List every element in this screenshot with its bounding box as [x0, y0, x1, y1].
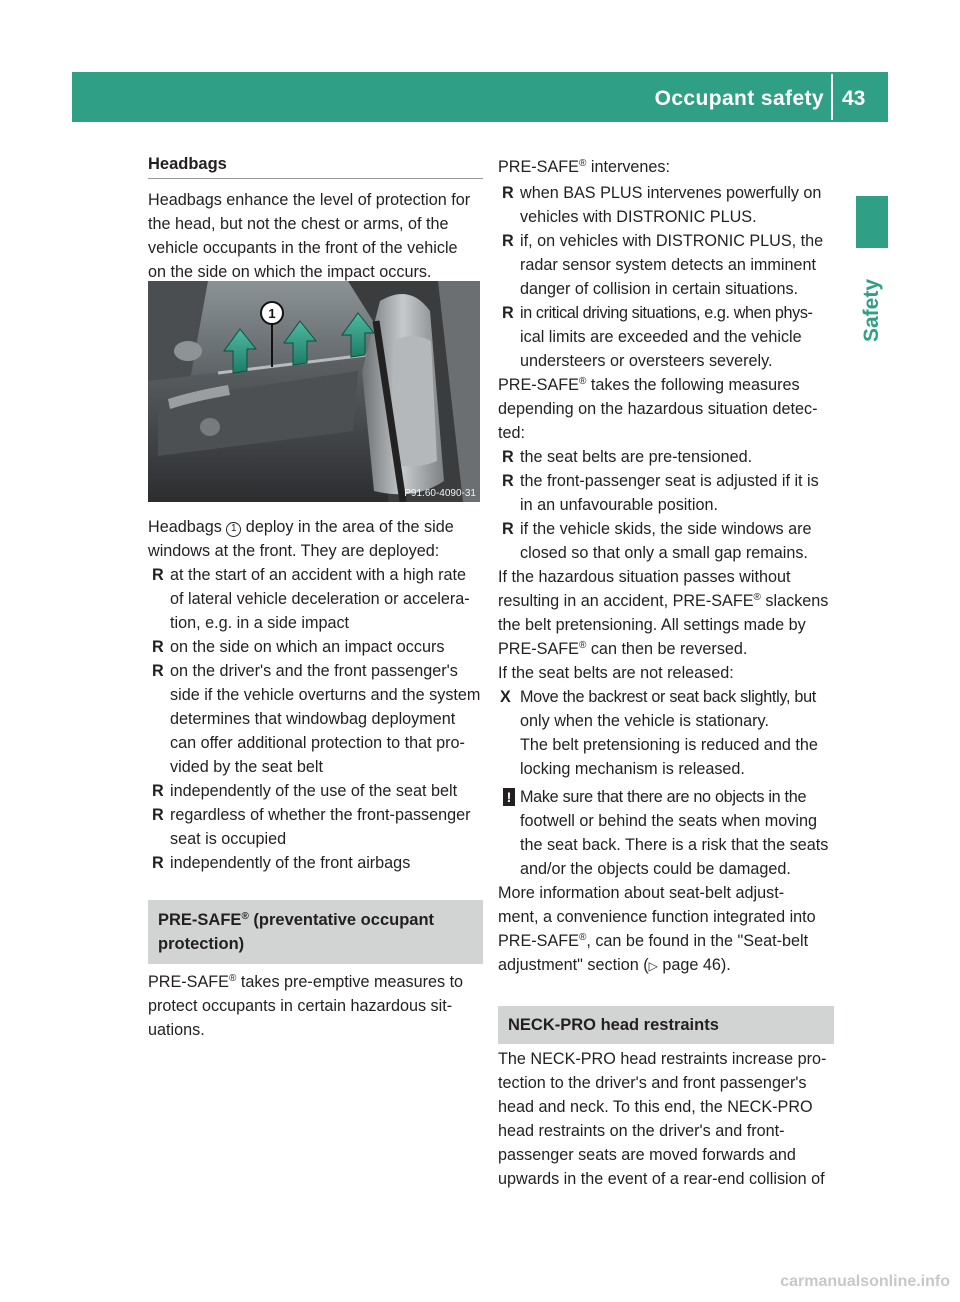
- paragraph-line: protect occupants in certain hazardous sit-: [148, 997, 453, 1015]
- step-arrow-icon: X: [500, 688, 511, 706]
- instruction-cont: only when the vehicle is stationary.: [520, 712, 769, 730]
- list-item: R when BAS PLUS intervenes powerfully on: [498, 181, 834, 205]
- list-item: R the front-passenger seat is adjusted if it is: [498, 469, 834, 493]
- paragraph-line: passenger seats are moved forwards and: [498, 1146, 796, 1164]
- heading-rule: [148, 178, 483, 179]
- bullet-icon: R: [502, 304, 514, 322]
- list-item-cont: side if the vehicle overturns and the system: [170, 686, 481, 704]
- list-item: R if the vehicle skids, the side windows are: [498, 517, 834, 541]
- list-item: R independently of the front airbags: [148, 851, 483, 875]
- page-number: 43: [842, 87, 866, 110]
- paragraph-line: resulting in an accident, PRE-SAFE® slackens: [498, 592, 829, 610]
- list-item: R in critical driving situations, e.g. when phys-: [498, 301, 834, 325]
- paragraph-line: upwards in the event of a rear-end collision of: [498, 1170, 825, 1188]
- paragraph-line: adjustment" section (▷ page 46).: [498, 956, 731, 974]
- instruction-result: locking mechanism is released.: [520, 760, 745, 778]
- neck-pro-heading: NECK-PRO head restraints: [498, 1006, 834, 1044]
- bullet-icon: R: [502, 472, 514, 490]
- list-item: R on the driver's and the front passenger's: [148, 659, 483, 683]
- instruction-step: X Move the backrest or seat back slightly, but: [498, 685, 834, 709]
- warning-cont: the seat back. There is a risk that the seats: [520, 836, 829, 854]
- list-item: R independently of the use of the seat belt: [148, 779, 483, 803]
- bullet-icon: R: [152, 806, 164, 824]
- list-item-cont: in an unfavourable position.: [520, 496, 718, 514]
- list-item-cont: vided by the seat belt: [170, 758, 323, 776]
- paragraph-line: head restraints on the driver's and front-: [498, 1122, 785, 1140]
- paragraph-line: the head, but not the chest or arms, of the: [148, 215, 449, 233]
- list-item-cont: danger of collision in certain situations.: [520, 280, 799, 298]
- list-item-cont: radar sensor system detects an imminent: [520, 256, 816, 274]
- instruction-result: The belt pretensioning is reduced and the: [520, 736, 818, 754]
- warning-icon: !: [503, 788, 515, 806]
- paragraph-line: depending on the hazardous situation detec-: [498, 400, 818, 418]
- paragraph-line: tection to the driver's and front passenger's: [498, 1074, 807, 1092]
- bullet-icon: R: [152, 638, 164, 656]
- list-item-cont: ical limits are exceeded and the vehicle: [520, 328, 802, 346]
- list-item: R at the start of an accident with a high rate: [148, 563, 483, 587]
- warning-cont: and/or the objects could be damaged.: [520, 860, 791, 878]
- paragraph-line: PRE-SAFE® intervenes:: [498, 158, 671, 176]
- presafe-heading: PRE-SAFE® (preventative occupant protection): [148, 900, 483, 964]
- figure-code: P91.60-4090-31: [404, 488, 476, 499]
- bullet-icon: R: [502, 184, 514, 202]
- bullet-icon: R: [152, 854, 164, 872]
- paragraph-line: uations.: [148, 1021, 205, 1039]
- list-item: R regardless of whether the front-passenger: [148, 803, 483, 827]
- paragraph-line: If the seat belts are not released:: [498, 664, 734, 682]
- list-item-cont: tion, e.g. in a side impact: [170, 614, 350, 632]
- warning-note: ! Make sure that there are no objects in the: [498, 785, 834, 809]
- bullet-icon: R: [152, 662, 164, 680]
- paragraph-line: PRE-SAFE® can then be reversed.: [498, 640, 748, 658]
- bullet-icon: R: [152, 566, 164, 584]
- paragraph-line: The NECK-PRO head restraints increase pro-: [498, 1050, 827, 1068]
- list-item: R the seat belts are pre-tensioned.: [498, 445, 834, 469]
- paragraph-line: the belt pretensioning. All settings made by: [498, 616, 806, 634]
- bullet-icon: R: [502, 448, 514, 466]
- figure-callout-1: 1: [268, 306, 276, 321]
- paragraph-line: windows at the front. They are deployed:: [148, 542, 440, 560]
- paragraph-line: PRE-SAFE® takes the following measures: [498, 376, 800, 394]
- header-divider: [831, 74, 833, 120]
- paragraph-line: on the side on which the impact occurs.: [148, 263, 432, 281]
- paragraph-line: If the hazardous situation passes without: [498, 568, 791, 586]
- list-item-cont: closed so that only a small gap remains.: [520, 544, 808, 562]
- paragraph-line: ment, a convenience function integrated into: [498, 908, 816, 926]
- paragraph-line: Headbags 1 deploy in the area of the side: [148, 518, 454, 536]
- section-title: Occupant safety: [654, 87, 824, 110]
- paragraph-line: Headbags enhance the level of protection for: [148, 191, 471, 209]
- list-item-cont: determines that windowbag deployment: [170, 710, 456, 728]
- paragraph-line: More information about seat-belt adjust-: [498, 884, 785, 902]
- bullet-icon: R: [502, 232, 514, 250]
- paragraph-line: PRE-SAFE®, can be found in the "Seat-belt: [498, 932, 809, 950]
- list-item: R if, on vehicles with DISTRONIC PLUS, the: [498, 229, 834, 253]
- list-item-cont: understeers or oversteers severely.: [520, 352, 773, 370]
- list-item-cont: can offer additional protection to that pro-: [170, 734, 465, 752]
- list-item-cont: vehicles with DISTRONIC PLUS.: [520, 208, 757, 226]
- warning-cont: footwell or behind the seats when moving: [520, 812, 817, 830]
- bullet-icon: R: [152, 782, 164, 800]
- headbags-heading: Headbags: [148, 155, 227, 173]
- list-item-cont: seat is occupied: [170, 830, 287, 848]
- callout-1-icon: 1: [226, 522, 241, 537]
- list-item: R on the side on which an impact occurs: [148, 635, 483, 659]
- chapter-tab: [856, 196, 888, 248]
- list-item-cont: of lateral vehicle deceleration or accelera-: [170, 590, 470, 608]
- paragraph-line: PRE-SAFE® takes pre-emptive measures to: [148, 973, 464, 991]
- chapter-label: Safety: [860, 278, 883, 342]
- watermark: carmanualsonline.info: [780, 1273, 950, 1290]
- page-reference-icon[interactable]: ▷: [648, 959, 658, 973]
- paragraph-line: head and neck. To this end, the NECK-PRO: [498, 1098, 813, 1116]
- paragraph-line: vehicle occupants in the front of the vehicle: [148, 239, 458, 257]
- headbag-illustration: [148, 281, 480, 502]
- bullet-icon: R: [502, 520, 514, 538]
- paragraph-line: ted:: [498, 424, 526, 442]
